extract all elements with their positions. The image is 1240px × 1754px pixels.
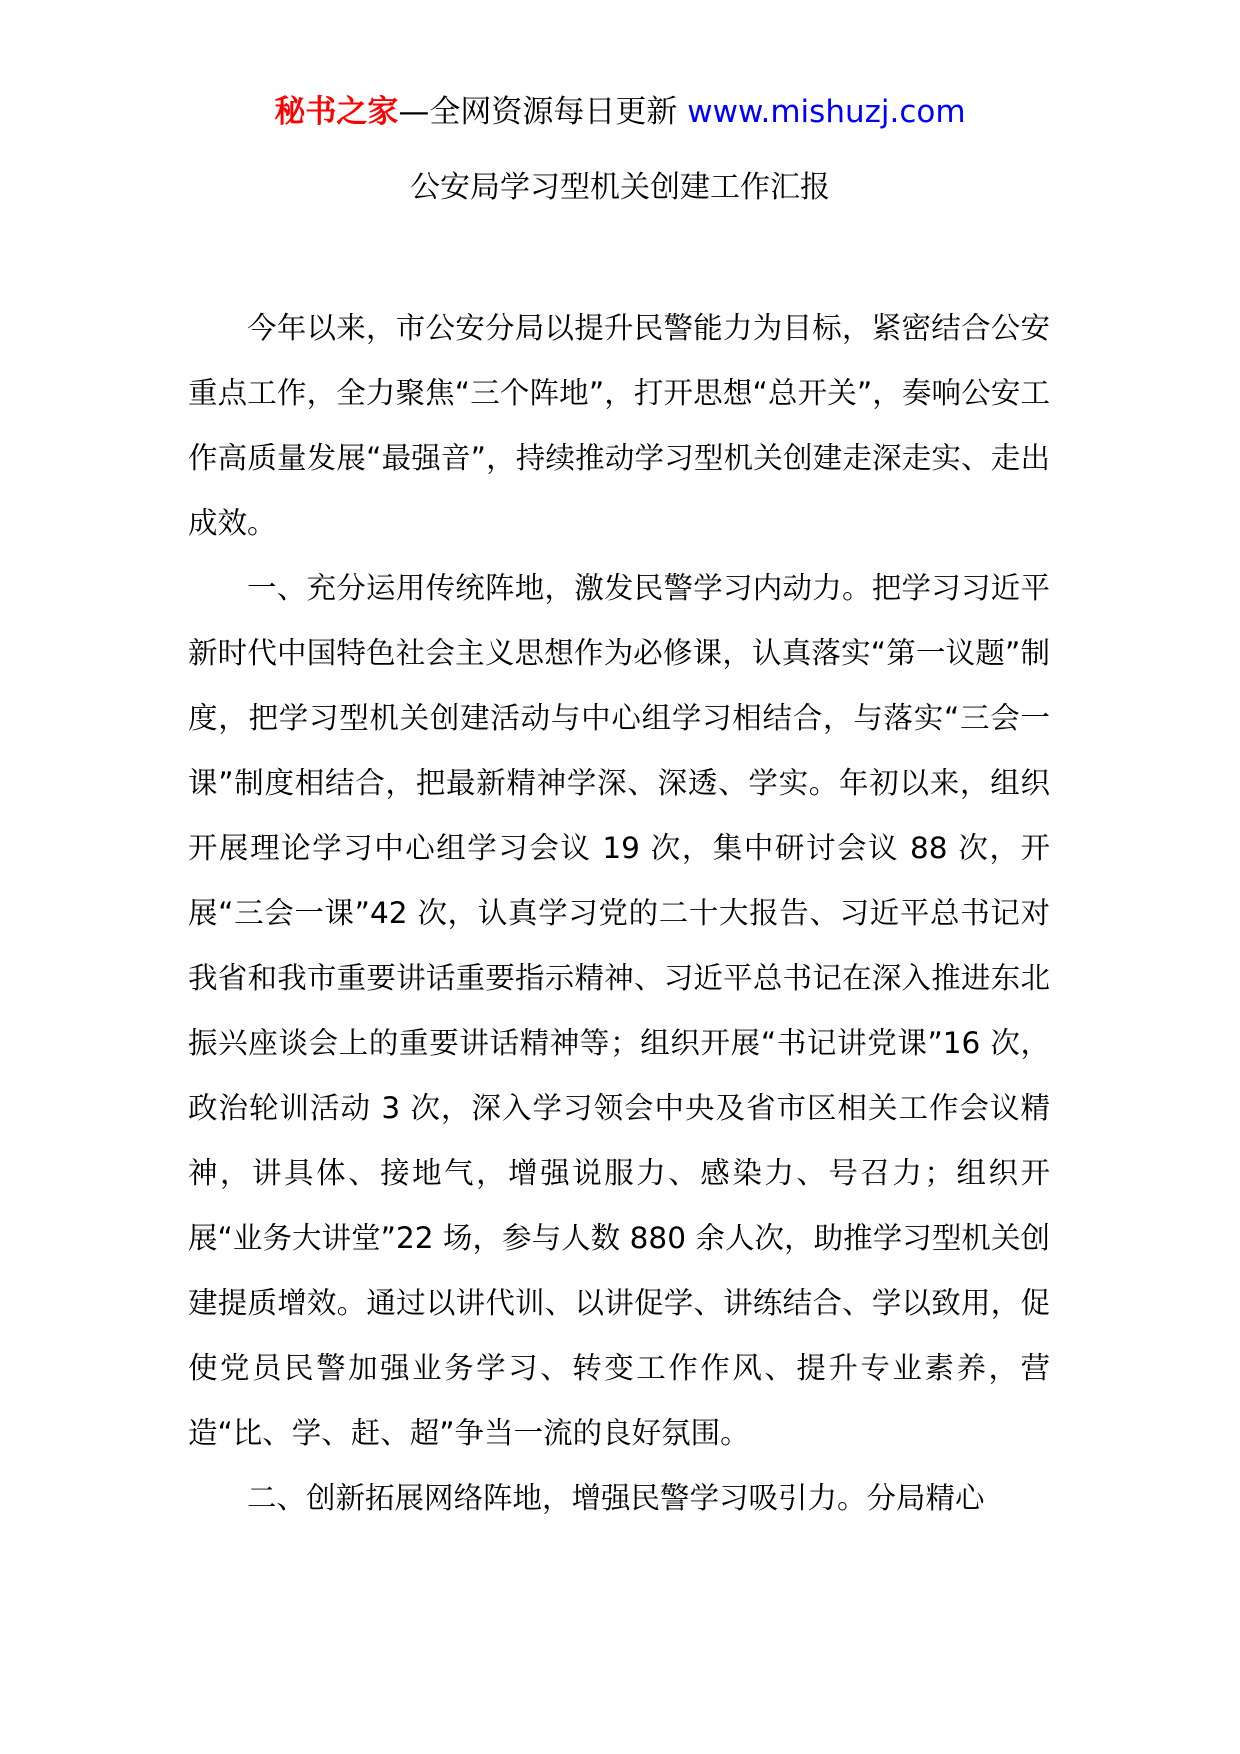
paragraph-section-two: 二、创新拓展网络阵地，增强民警学习吸引力。分局精心 [247, 1481, 985, 1515]
document-body [188, 296, 1050, 1531]
brand-name: 秘书之家 [274, 94, 399, 130]
site-banner [0, 92, 1240, 132]
banner-slogan: —全网资源每日更新 [398, 94, 678, 130]
site-url-link[interactable]: www.mishuzj.com [687, 94, 966, 130]
paragraph-section-one: 一、充分运用传统阵地，激发民警学习内动力。把学习习近平新时代中国特色社会主义思想作为必修课，认真落实“第一议题”制度，把学习型机关创建活动与中心组学习相结合，与落实“三会一课”制度相结合，把最新精神学深、深透、学实。年初以来，组织开展理论学习中心组学习会议 19 次，集中研讨会议 88 次，开展“三会一课”42 次，认真学习党的二十大报告、习近平总书记对我省和我市重要讲话重要指示精神、习近平总书记在深入推进东北振兴座谈会上的重要讲话精神等；组织开展“书记讲党课”16 次，政治轮训活动 3 次，深入学习领会中央及省市区相关工作会议精神，讲具体、接地气，增强说服力、感染力、号召力；组织开展“业务大讲堂”22 场，参与人数 880 余人次，助推学习型机关创建提质增效。通过以讲代训、以讲促学、讲练结合、学以致用，促使党员民警加强业务学习、转变工作作风、提升专业素养，营造“比、学、赶、超”争当一流的良好氛围。 [188, 571, 1050, 1450]
paragraph-intro: 今年以来，市公安分局以提升民警能力为目标，紧密结合公安重点工作，全力聚焦“三个阵地”，打开思想“总开关”，奏响公安工作高质量发展“最强音”，持续推动学习型机关创建走深走实、走出成效。 [188, 311, 1050, 540]
document-title: 公安局学习型机关创建工作汇报 [410, 170, 830, 205]
